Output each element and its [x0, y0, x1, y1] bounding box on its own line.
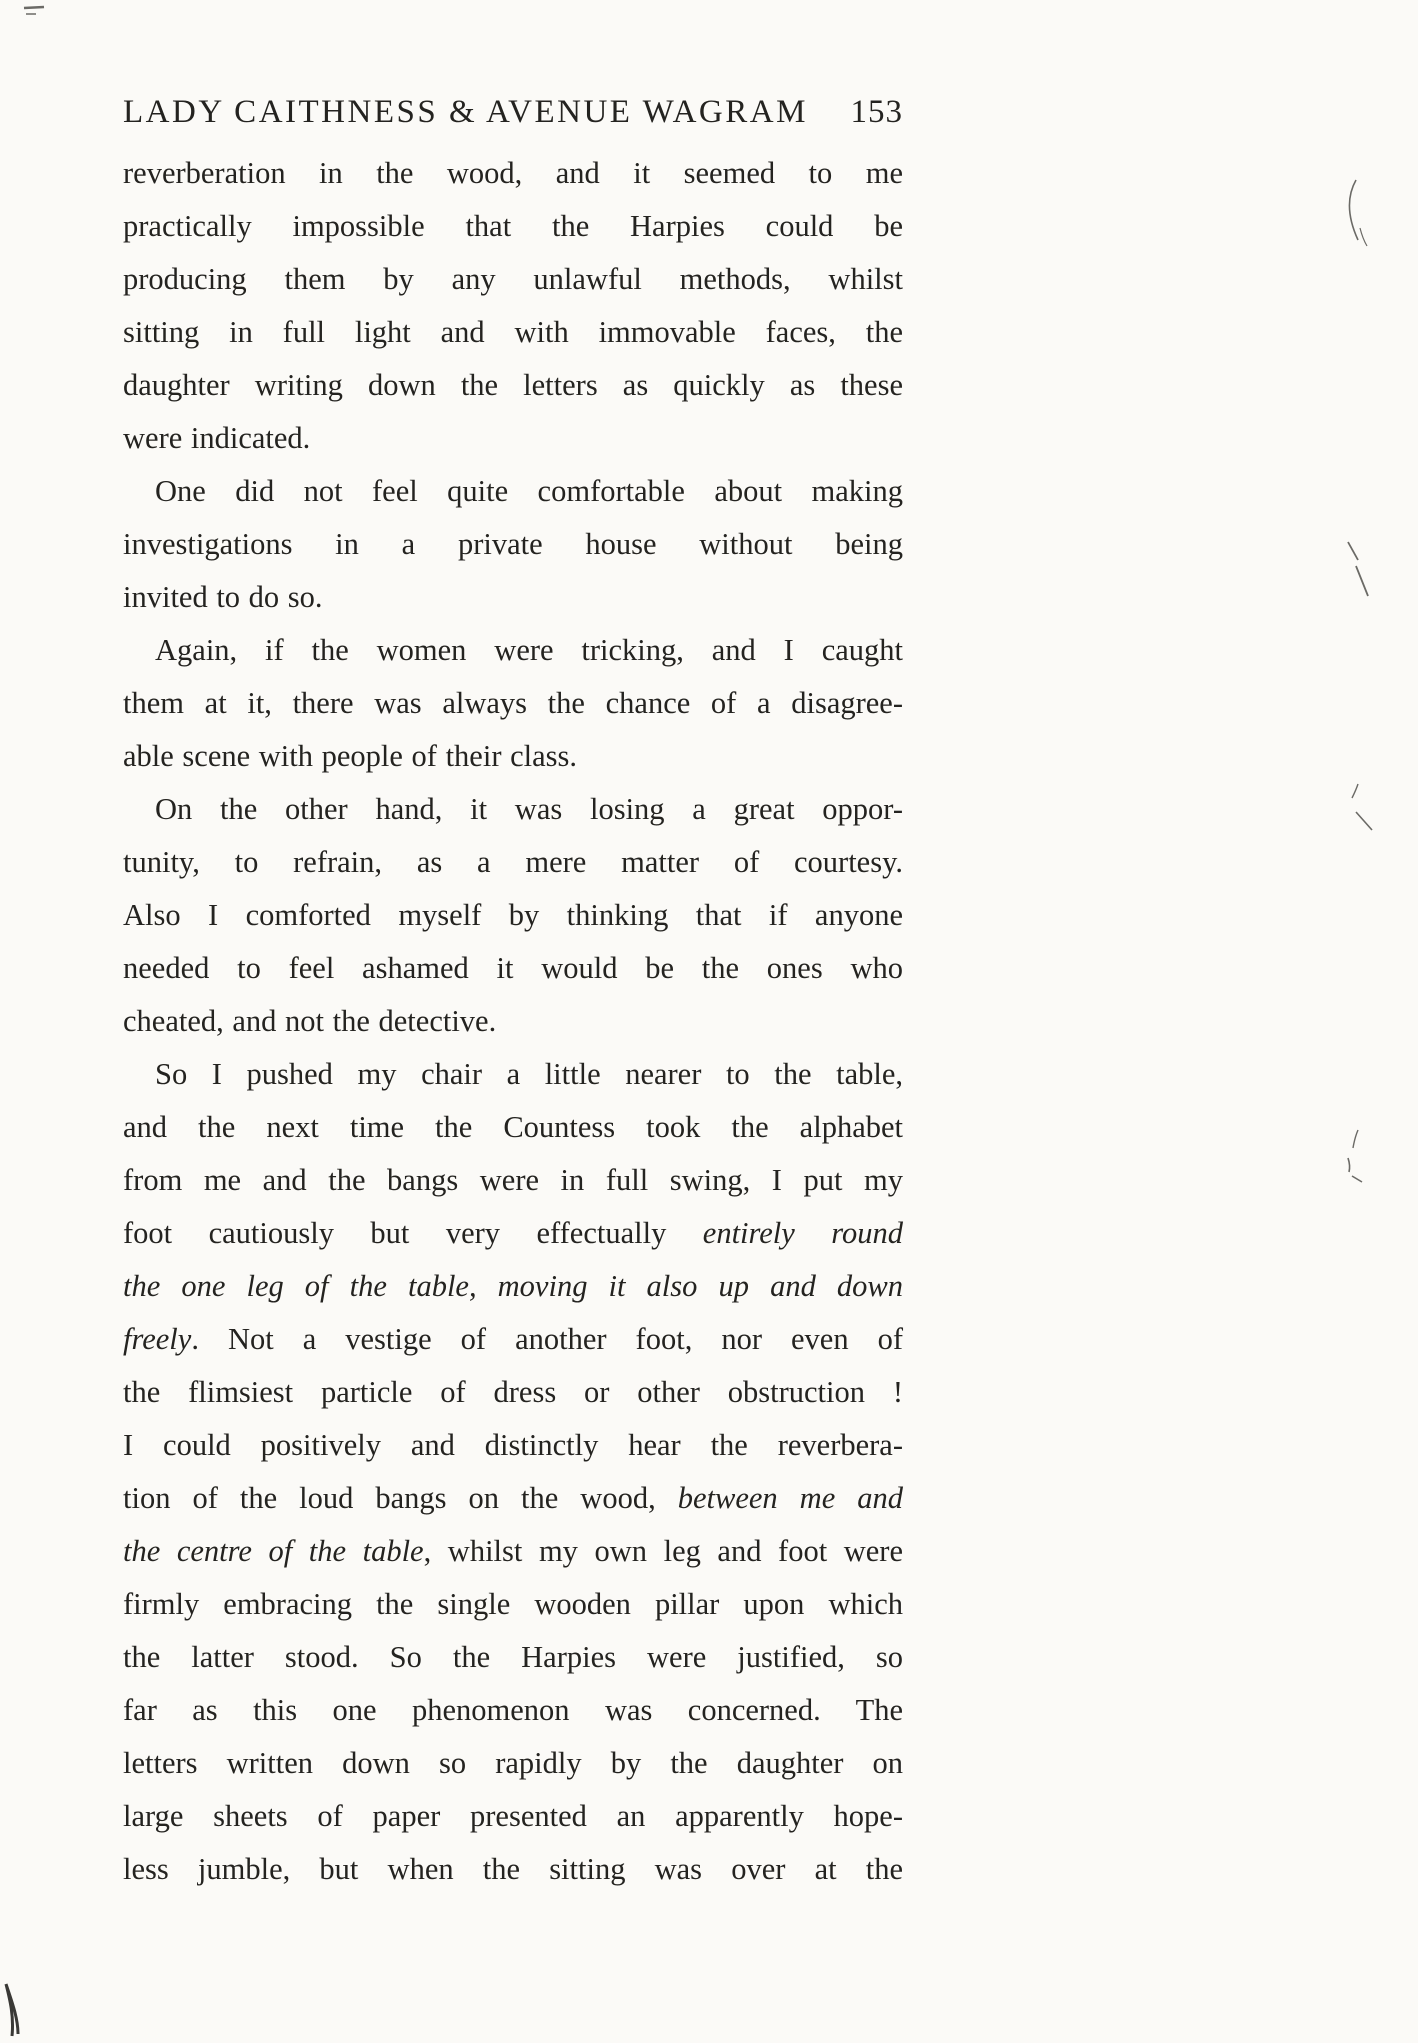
text-segment: producing them by any unlawful methods, whilst — [123, 262, 903, 296]
text-segment: practically impossible that the Harpies could be — [123, 209, 903, 243]
text-line — [123, 200, 903, 253]
scan-artifact-slash-3 — [1342, 1128, 1376, 1190]
text-segment-italic: the centre of the table — [123, 1534, 424, 1568]
text-line — [123, 359, 903, 412]
scan-artifact-slash-1 — [1344, 540, 1374, 600]
text-line — [123, 1048, 903, 1101]
text-line — [123, 1366, 903, 1419]
text-segment: Also I comforted myself by thinking that if anyone — [123, 898, 903, 932]
text-line — [123, 677, 903, 730]
text-segment-italic: entirely round — [702, 1216, 903, 1250]
text-line — [123, 1737, 903, 1790]
text-segment: sitting in full light and with immovable faces, the — [123, 315, 903, 349]
text-segment: , whilst my own leg and foot were — [423, 1534, 903, 1568]
text-segment: able scene with people of their class. — [123, 739, 578, 773]
text-segment: tunity, to refrain, as a mere matter of courtesy. — [123, 845, 903, 879]
text-segment: needed to feel ashamed it would be the ones who — [123, 951, 903, 985]
text-segment: the latter stood. So the Harpies were justified, so — [123, 1640, 903, 1674]
text-line — [123, 1843, 903, 1896]
page-number: 153 — [850, 94, 903, 130]
text-segment: cheated, and not the detective. — [123, 1004, 497, 1038]
text-segment: them at it, there was always the chance of a disagree- — [123, 686, 903, 720]
text-line — [123, 518, 903, 571]
text-line — [123, 1578, 903, 1631]
text-segment: daughter writing down the letters as quickly as these — [123, 368, 903, 402]
text-line — [123, 995, 903, 1048]
text-line — [123, 1419, 903, 1472]
text-segment: large sheets of paper presented an apparently hope- — [123, 1799, 903, 1833]
text-segment-italic: between me and — [677, 1481, 903, 1515]
text-segment: from me and the bangs were in full swing, I put my — [123, 1163, 903, 1197]
text-segment: the flimsiest particle of dress or other obstruction ! — [123, 1375, 903, 1409]
scan-artifact-top-left — [22, 4, 52, 18]
text-segment: firmly embracing the single wooden pillar upon which — [123, 1587, 903, 1621]
scan-artifact-slash-2 — [1344, 782, 1378, 838]
text-segment: investigations in a private house without being — [123, 527, 903, 561]
text-segment-italic: the one leg of the table, moving it also up and down — [123, 1269, 903, 1303]
text-segment: So I pushed my chair a little nearer to the table, — [155, 1057, 903, 1091]
text-line — [123, 1260, 903, 1313]
scan-artifact-paren — [1342, 178, 1368, 248]
text-segment: One did not feel quite comfortable about making — [155, 474, 903, 508]
text-line — [123, 253, 903, 306]
text-line — [123, 942, 903, 995]
text-block — [123, 147, 903, 1896]
text-segment: were indicated. — [123, 421, 311, 455]
text-segment: I could positively and distinctly hear the reverbera- — [123, 1428, 903, 1462]
text-line — [123, 465, 903, 518]
text-line — [123, 836, 903, 889]
text-segment: On the other hand, it was losing a great oppor- — [155, 792, 903, 826]
text-line — [123, 783, 903, 836]
text-line — [123, 1525, 903, 1578]
text-line — [123, 1101, 903, 1154]
text-segment: tion of the loud bangs on the wood, — [123, 1481, 678, 1515]
text-line — [123, 412, 903, 465]
text-segment: letters written down so rapidly by the daughter on — [123, 1746, 903, 1780]
running-header — [123, 94, 903, 131]
running-header-title: LADY CAITHNESS & AVENUE WAGRAM — [123, 94, 808, 130]
text-segment: foot cautiously but very effectually — [123, 1216, 703, 1250]
text-line — [123, 1631, 903, 1684]
scan-artifact-bottom-left — [2, 1982, 28, 2038]
text-segment: . Not a vestige of another foot, nor even of — [191, 1322, 903, 1356]
text-segment: less jumble, but when the sitting was over at the — [123, 1852, 903, 1886]
text-line — [123, 624, 903, 677]
text-line — [123, 1472, 903, 1525]
text-line — [123, 1207, 903, 1260]
text-line — [123, 1154, 903, 1207]
text-segment-italic: freely — [123, 1322, 192, 1356]
text-segment: and the next time the Countess took the alphabet — [123, 1110, 903, 1144]
text-line — [123, 730, 903, 783]
text-segment: far as this one phenomenon was concerned. The — [123, 1693, 903, 1727]
text-line — [123, 1684, 903, 1737]
text-segment: Again, if the women were tricking, and I caught — [155, 633, 903, 667]
text-segment: reverberation in the wood, and it seemed to me — [123, 156, 903, 190]
text-line — [123, 571, 903, 624]
text-line — [123, 889, 903, 942]
text-line — [123, 306, 903, 359]
text-line — [123, 1790, 903, 1843]
text-line — [123, 1313, 903, 1366]
text-segment: invited to do so. — [123, 580, 323, 614]
text-line — [123, 147, 903, 200]
